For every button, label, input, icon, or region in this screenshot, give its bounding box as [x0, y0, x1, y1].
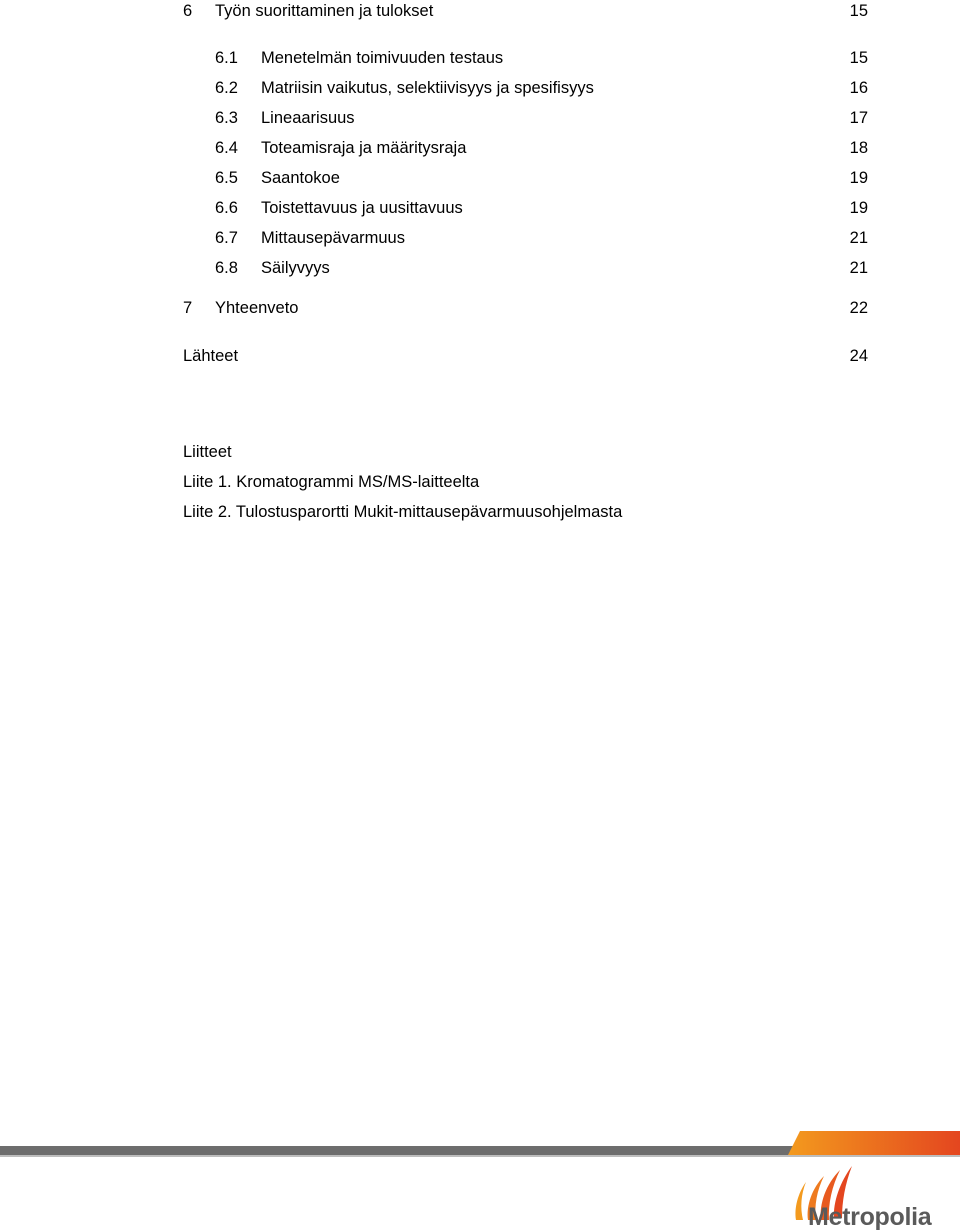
- footer-orange-bar: [788, 1131, 960, 1155]
- toc-entry-title: Työn suorittaminen ja tulokset: [215, 2, 434, 20]
- metropolia-logo-text: Metropolia: [808, 1203, 932, 1231]
- toc-entry-number: 6.7: [215, 229, 238, 247]
- toc-entry-number: 7: [183, 299, 193, 317]
- toc-entry-6-4[interactable]: [0, 137, 960, 159]
- toc-entry-title: Saantokoe: [261, 169, 340, 187]
- toc-entry-number: 6.3: [215, 109, 238, 127]
- toc-entry-6-3[interactable]: [0, 107, 960, 129]
- toc-entry-lahteet[interactable]: [0, 345, 960, 367]
- toc-entry-6-6[interactable]: [0, 197, 960, 219]
- toc-entry-page: 24: [849, 347, 868, 365]
- toc-entry-6-1[interactable]: [0, 47, 960, 69]
- toc-entry-6-8[interactable]: [0, 257, 960, 279]
- toc-entry-page: 19: [849, 199, 868, 217]
- footer-gray-bar: [0, 1146, 795, 1155]
- toc-entry-6-7[interactable]: [0, 227, 960, 249]
- toc-entry-title: Lineaarisuus: [261, 109, 355, 127]
- appendix-heading: Liitteet: [183, 443, 232, 461]
- appendix-item[interactable]: Liite 2. Tulostusparortti Mukit-mittausepävarmuusohjelmasta: [183, 503, 623, 521]
- footer-orange-bar-shadow: [788, 1155, 960, 1157]
- toc-entry-7[interactable]: [0, 297, 960, 319]
- toc-entry-title: Matriisin vaikutus, selektiivisyys ja spesifisyys: [261, 79, 594, 97]
- toc-entry-6-5[interactable]: [0, 167, 960, 189]
- toc-entry-number: 6.6: [215, 199, 238, 217]
- page-footer: [0, 1120, 960, 1232]
- toc-entry-title: Mittausepävarmuus: [261, 229, 405, 247]
- toc-entry-number: 6.5: [215, 169, 238, 187]
- toc-entry-title: Säilyvyys: [261, 259, 330, 277]
- appendix-item[interactable]: Liite 1. Kromatogrammi MS/MS-laitteelta: [183, 473, 480, 491]
- toc-entry-title: Toistettavuus ja uusittavuus: [261, 199, 463, 217]
- toc-entry-page: 19: [849, 169, 868, 187]
- toc-entry-title: Menetelmän toimivuuden testaus: [261, 49, 504, 67]
- toc-entry-number: 6.2: [215, 79, 238, 97]
- toc-entry-page: 21: [849, 259, 868, 277]
- toc-entry-number: 6.8: [215, 259, 238, 277]
- toc-entry-page: 16: [849, 79, 868, 97]
- toc-entry-page: 15: [849, 49, 868, 67]
- toc-entry-title: Toteamisraja ja määritysraja: [261, 139, 467, 157]
- toc-entry-page: 21: [849, 229, 868, 247]
- toc-entry-page: 18: [849, 139, 868, 157]
- toc-entry-page: 15: [849, 2, 868, 20]
- toc-entry-number: 6.1: [215, 49, 238, 67]
- toc-entry-number: 6: [183, 2, 193, 20]
- toc-entry-6[interactable]: [0, 0, 960, 22]
- toc-entry-number: 6.4: [215, 139, 238, 157]
- toc-entry-page: 17: [849, 109, 868, 127]
- toc-entry-page: 22: [849, 299, 868, 317]
- toc-entry-title: Lähteet: [183, 347, 239, 365]
- toc-entry-6-2[interactable]: [0, 77, 960, 99]
- toc-entry-title: Yhteenveto: [215, 299, 299, 317]
- footer-gray-bar-shadow: [0, 1155, 795, 1157]
